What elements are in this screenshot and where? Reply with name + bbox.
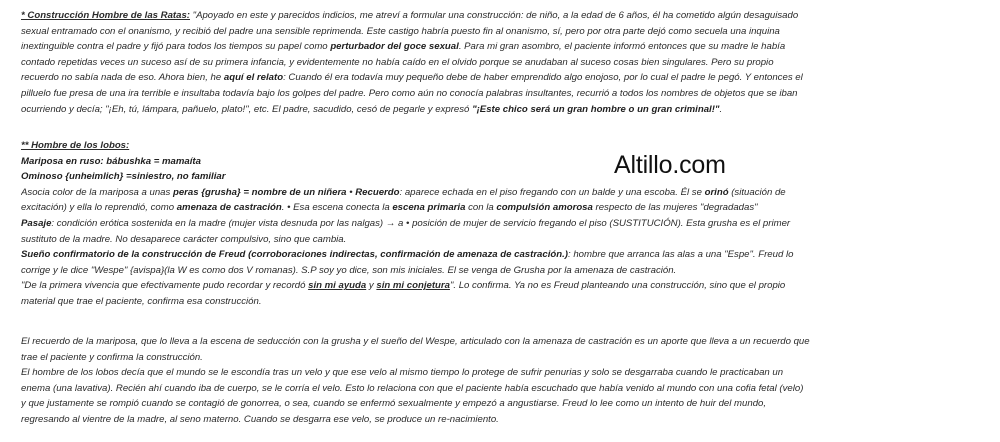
text-span: "De la primera vivencia que efectivamente pudo recordar y recordó — [21, 280, 309, 292]
text-line — [21, 200, 983, 216]
watermark-logo[interactable]: Altillo.com — [614, 151, 726, 179]
text-line: El hombre de los lobos decía que el mundo se le escondía tras un velo y que ese velo al mismo tiempo lo protege de sufrir penurias y solo se desgarraba cuando le practicaban un — [21, 367, 784, 379]
bold-span: "¡Este chico será un gran hombre o un gran criminal!" — [472, 103, 720, 115]
lobos-section — [21, 138, 983, 310]
bold-span: peras {grusha} = nombre de un niñera — [172, 186, 347, 198]
ratas-heading: * Construcción Hombre de las Ratas: — [21, 10, 190, 21]
text-line: y que justamente se rompió cuando se contagió de gonorrea, o sea, cuando se enfermó sexualmente y empezó a angustiarse. Freud lo lee como un intento de huir del mundo, — [21, 398, 767, 410]
text-span: "Apoyado en este y parecidos indicios, me atreví a formular una construcción: de niño, a la edad de 6 años, él ha cometido algún desaguisado — [190, 10, 799, 21]
text-line: sexual entramado con el onanismo, y recibió del padre una sensible reprimenda. Este castigo habría puesto fin al onanismo, sí, pero por otra parte dejó como secuela una inquina — [21, 25, 780, 37]
text-line — [21, 185, 983, 201]
text-line — [21, 70, 983, 86]
text-span: respecto de las mujeres "degradadas" — [592, 202, 758, 214]
underlined-span: sin mi conjetura — [376, 280, 450, 292]
text-span: ". Lo confirma. Ya no es Freud planteando una construcción, sino que el propio — [449, 280, 786, 292]
text-line: regresando al vientre de la madre, al seno materno. Cuando se desgarra ese velo, se produce un re-nacimiento. — [21, 413, 499, 425]
text-span: inextinguible contra el padre y fijó para todos los tiempos su papel como — [21, 41, 331, 53]
text-line — [21, 39, 983, 55]
text-span: (situación de — [728, 186, 786, 198]
text-line — [21, 154, 983, 170]
text-span: : aparece echada en el piso fregando con un balde y una escoba. Él se — [399, 186, 705, 198]
text-span: ocurriendo y decía; "¡Eh, tú, lámpara, pañuelo, plato!", etc. El padre, sacudido, cesó de pegarle y expresó — [21, 103, 473, 115]
text-line — [21, 8, 983, 24]
text-span: con la — [465, 202, 497, 214]
bold-span: perturbador del goce sexual — [330, 41, 459, 53]
text-span: • — [346, 186, 356, 198]
text-span: . • Esa escena conecta la — [281, 202, 393, 214]
text-span: : Cuando él era todavía muy pequeño debe de haber emprendido algo enojoso, por lo cual el padre le pegó. Y entonces el — [283, 72, 803, 84]
lobos-heading: ** Hombre de los lobos: — [21, 140, 130, 151]
text-span: : condición erótica sostenida en la madre (mujer vista desnuda por las nalgas) → a • posición de mujer de servicio fregando el piso (SUSTITUCIÓN). Esta grusha es el primer — [51, 217, 791, 229]
text-line: enema (una lavativa). Recién ahí cuando iba de cuerpo, se le corría el velo. Esto lo relaciona con que el paciente había escuchado que había venido al mundo con una cofia fetal (velo) — [21, 382, 804, 394]
text-line — [21, 102, 983, 118]
text-span: recuerdo no sabía nada de eso. Ahora bien, he — [21, 72, 224, 84]
text-line: El recuerdo de la mariposa, que lo lleva a la escena de seducción con la grusha y el sueño del Wespe, articulado con la amenaza de castración es un aporte que lleva a un recuerdo que — [21, 336, 810, 347]
bold-span: Ominoso {unheimlich} =siniestro, no familiar — [21, 171, 226, 183]
text-line: material que trae el paciente, confirma esa construcción. — [21, 295, 262, 307]
text-span: Asocia color de la mariposa a unas — [21, 186, 173, 198]
bold-span: Recuerdo — [355, 186, 400, 198]
text-span: . Para mi gran asombro, el paciente informó entonces que su madre le había — [458, 41, 786, 53]
text-span: . — [719, 103, 723, 115]
text-line: pilluelo fue presa de una ira terrible e insultaba todavía bajo los golpes del padre. Pero como aún no conocía palabras insultantes, recurrió a todos los nombres de objetos que se iban — [21, 87, 798, 99]
bold-span: Mariposa en ruso: bábushka = mamaíta — [21, 155, 201, 167]
bold-span: escena primaria — [392, 202, 466, 214]
bold-span: Pasaje — [21, 217, 52, 229]
bold-span: Sueño confirmatorio de la construcción de Freud (corroboraciones indirectas, confirmación de amenaza de castración.) — [21, 249, 568, 261]
text-line: trae el paciente y confirma la construcción. — [21, 351, 203, 363]
text-line: sustituto de la madre. No desaparece carácter compulsivo, sino que cambia. — [21, 233, 347, 245]
text-line — [21, 278, 983, 294]
bold-span: orinó — [704, 186, 729, 198]
text-line — [21, 169, 983, 185]
text-line: contado repetidas veces un suceso así de su primera infancia, y evidentemente no había caído en el olvido porque se anudaban al suceso cosas bien singulares. Pero su propio — [21, 56, 774, 68]
bold-span: compulsión amorosa — [496, 202, 593, 214]
text-span: excitación) y ella lo reprendió, como — [21, 202, 177, 214]
closing-paragraphs — [21, 334, 983, 428]
text-span: : hombre que arranca las alas a una "Espe". Freud lo — [567, 249, 794, 261]
ratas-section — [21, 8, 983, 117]
bold-span: aquí el relato — [223, 72, 284, 84]
bold-span: amenaza de castración — [176, 202, 282, 214]
text-span: y — [366, 280, 377, 292]
text-line — [21, 216, 983, 232]
text-line — [21, 247, 983, 263]
underlined-span: sin mi ayuda — [308, 280, 367, 292]
text-line: corrige y le dice "Wespe" {avispa}(la W es como dos V romanas). S.P soy yo dice, son mis iniciales. El se venga de Grusha por la amenaza de castración. — [21, 264, 677, 276]
text-line — [21, 138, 983, 154]
